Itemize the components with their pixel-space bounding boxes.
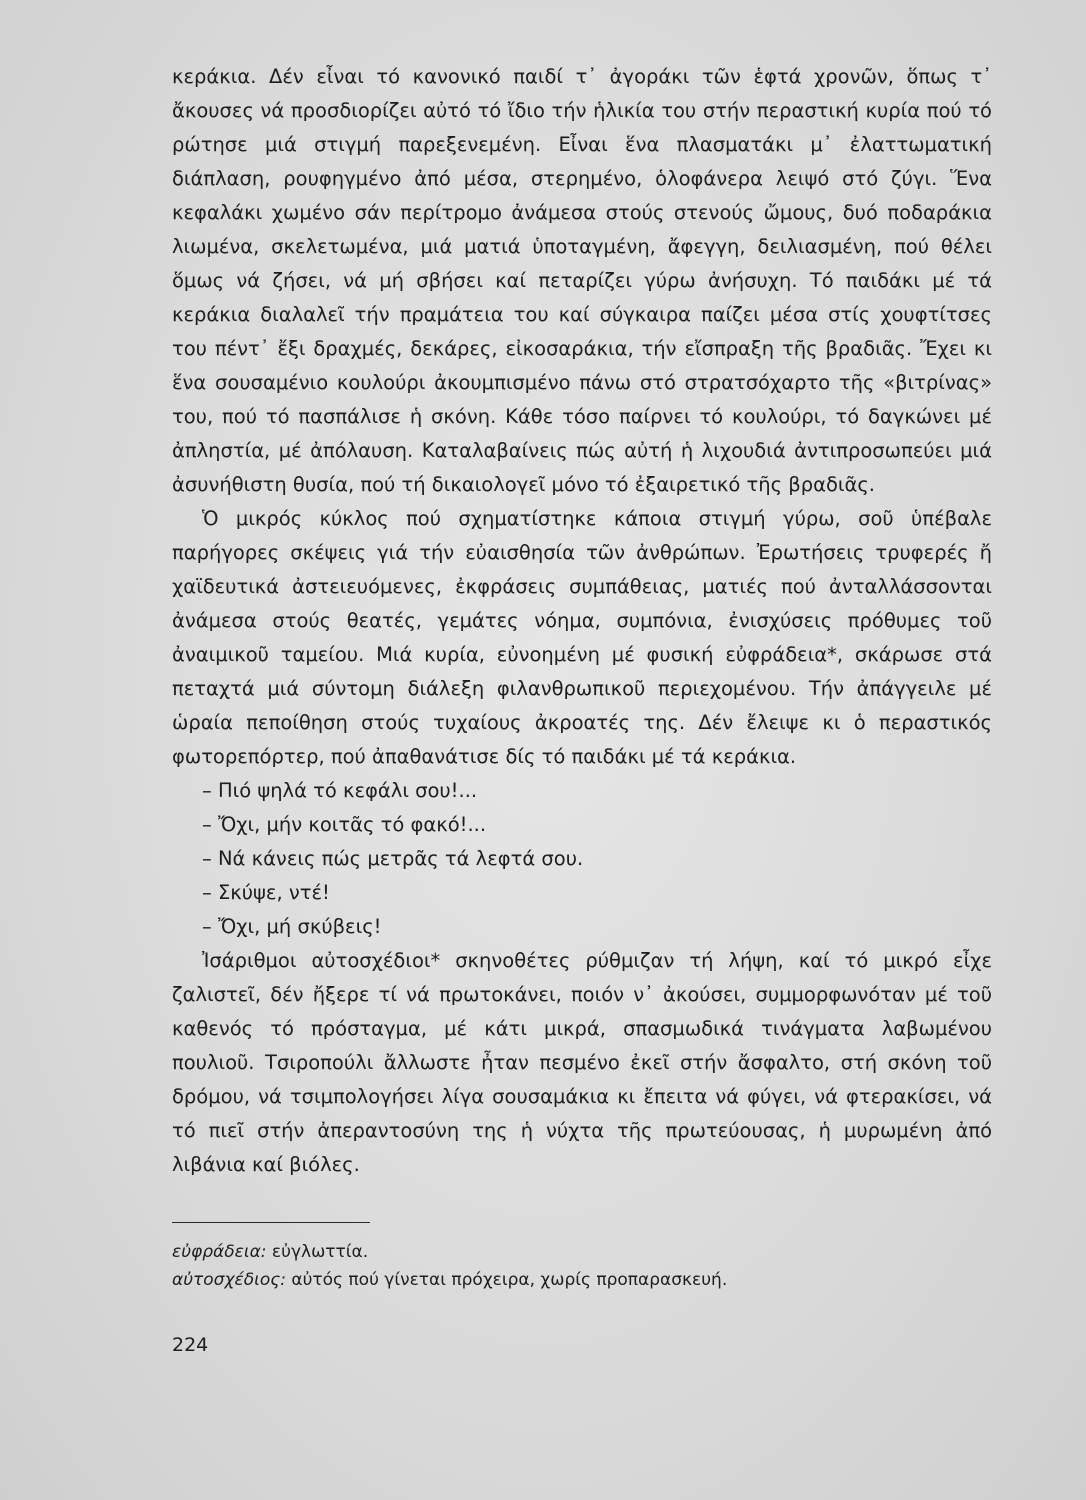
paragraph-3: Ἰσάριθμοι αὐτοσχέδιοι* σκηνοθέτες ρύθμιζαν τή λήψη, καί τό μικρό εἶχε ζαλιστεῖ, δέν ἤξερε τί νά πρωτοκάνει, ποιόν ν᾽ ἀκούσει, συμμορφωνόταν μέ τοῦ καθενός τό πρόσταγμα, μέ κάτι μικρά, σπασμωδικά τινάγματα λαβωμένου πουλιοῦ. Τσιροπούλι ἄλλωστε ἦταν πεσμένο ἐκεῖ στήν ἄσφαλτο, στή σκόνη τοῦ δρόμου, νά τσιμπολογήσει λίγα σουσαμάκια κι ἔπειτα νά φύγει, νά φτερακίσει, νά τό πιεῖ στήν ἀπεραντοσύνη της ἡ νύχτα τῆς πρωτεύουσας, ἡ μυρωμένη ἀπό λιβάνια καί βιόλες. <box>172 949 992 1176</box>
dialogue-line-5: – Ὄχι, μή σκύβεις! <box>202 915 382 938</box>
footnote-divider <box>172 1222 370 1223</box>
footnote-term: αὐτοσχέδιος: <box>172 1270 286 1290</box>
footnote-definition: εὐγλωττία. <box>266 1242 369 1262</box>
paragraph-1: κεράκια. Δέν εἶναι τό κανονικό παιδί τ᾽ ἀγοράκι τῶν ἑφτά χρονῶν, ὅπως τ᾽ ἄκουσες νά προσδιορίζει αὐτό τό ἴδιο τήν ἡλικία του στήν περαστική κυρία πού τό ρώτησε μιά στιγμή παρεξενεμένη. Εἶναι ἕνα πλασματάκι μ᾽ ἐλαττωματική διάπλαση, ρουφηγμένο ἀπό μέσα, στερημένο, ὁλοφάνερα λειψό στό ζύγι. Ἕνα κεφαλάκι χωμένο σάν περίτρομο ἀνάμεσα στούς στενούς ὤμους, δυό ποδαράκια λιωμένα, σκελετωμένα, μιά ματιά ὑποταγμένη, ἄφεγγη, δειλιασμένη, πού θέλει ὅμως νά ζήσει, νά μή σβήσει καί πεταρίζει γύρω ἀνήσυχη. Τό παιδάκι μέ τά κεράκια διαλαλεῖ τήν πραμάτεια του καί σύγκαιρα παίζει μέσα στίς χουφτίτσες του πέντ᾽ ἔξι δραχμές, δεκάρες, εἰκοσαράκια, τήν εἴσπραξη τῆς βραδιᾶς. Ἔχει κι ἕνα σουσαμένιο κουλούρι ἀκουμπισμένο πάνω στό στρατσόχαρτο τῆς «βιτρίνας» του, πού τό πασπάλισε ἡ σκόνη. Κάθε τόσο παίρνει τό κουλούρι, τό δαγκώνει μέ ἀπληστία, μέ ἀπόλαυση. Καταλαβαίνεις πώς αὐτή ἡ λιχουδιά ἀντιπροσωπεύει μιά ἀσυνήθιστη θυσία, πού τή δικαιολογεῖ μόνο τό ἐξαιρετικό τῆς βραδιᾶς. <box>172 65 992 496</box>
dialogue-line-4: – Σκύψε, ντέ! <box>202 881 330 904</box>
footnote-1 <box>172 1238 992 1266</box>
main-text <box>172 60 992 1182</box>
footnote-definition: αὐτός πού γίνεται πρόχειρα, χωρίς προπαρασκευή. <box>285 1270 728 1290</box>
page-number: 224 <box>172 1334 209 1356</box>
footnotes <box>172 1238 992 1294</box>
footnote-term: εὐφράδεια: <box>172 1242 267 1262</box>
dialogue-line-2: – Ὄχι, μήν κοιτᾶς τό φακό!... <box>202 813 487 836</box>
dialogue-line-3: – Νά κάνεις πώς μετρᾶς τά λεφτά σου. <box>202 847 584 870</box>
dialogue-line-1: – Πιό ψηλά τό κεφάλι σου!... <box>202 779 478 802</box>
paragraph-2: Ὁ μικρός κύκλος πού σχηματίστηκε κάποια στιγμή γύρω, σοῦ ὑπέβαλε παρήγορες σκέψεις γιά τήν εὐαισθησία τῶν ἀνθρώπων. Ἐρωτήσεις τρυφερές ἤ χαϊδευτικά ἀστειευόμενες, ἐκφράσεις συμπάθειας, ματιές πού ἀνταλλάσσονται ἀνάμεσα στούς θεατές, γεμάτες νόημα, συμπόνια, ἐνισχύσεις πρόθυμες τοῦ ἀναιμικοῦ ταμείου. Μιά κυρία, εὐνοημένη μέ φυσική εὐφράδεια*, σκάρωσε στά πεταχτά μιά σύντομη διάλεξη φιλανθρωπικοῦ περιεχομένου. Τήν ἀπάγγειλε μέ ὡραία πεποίθηση στούς τυχαίους ἀκροατές της. Δέν ἔλειψε κι ὁ περαστικός φωτορεπόρτερ, πού ἀπαθανάτισε δίς τό παιδάκι μέ τά κεράκια. <box>172 507 992 768</box>
footnote-2 <box>172 1266 992 1294</box>
